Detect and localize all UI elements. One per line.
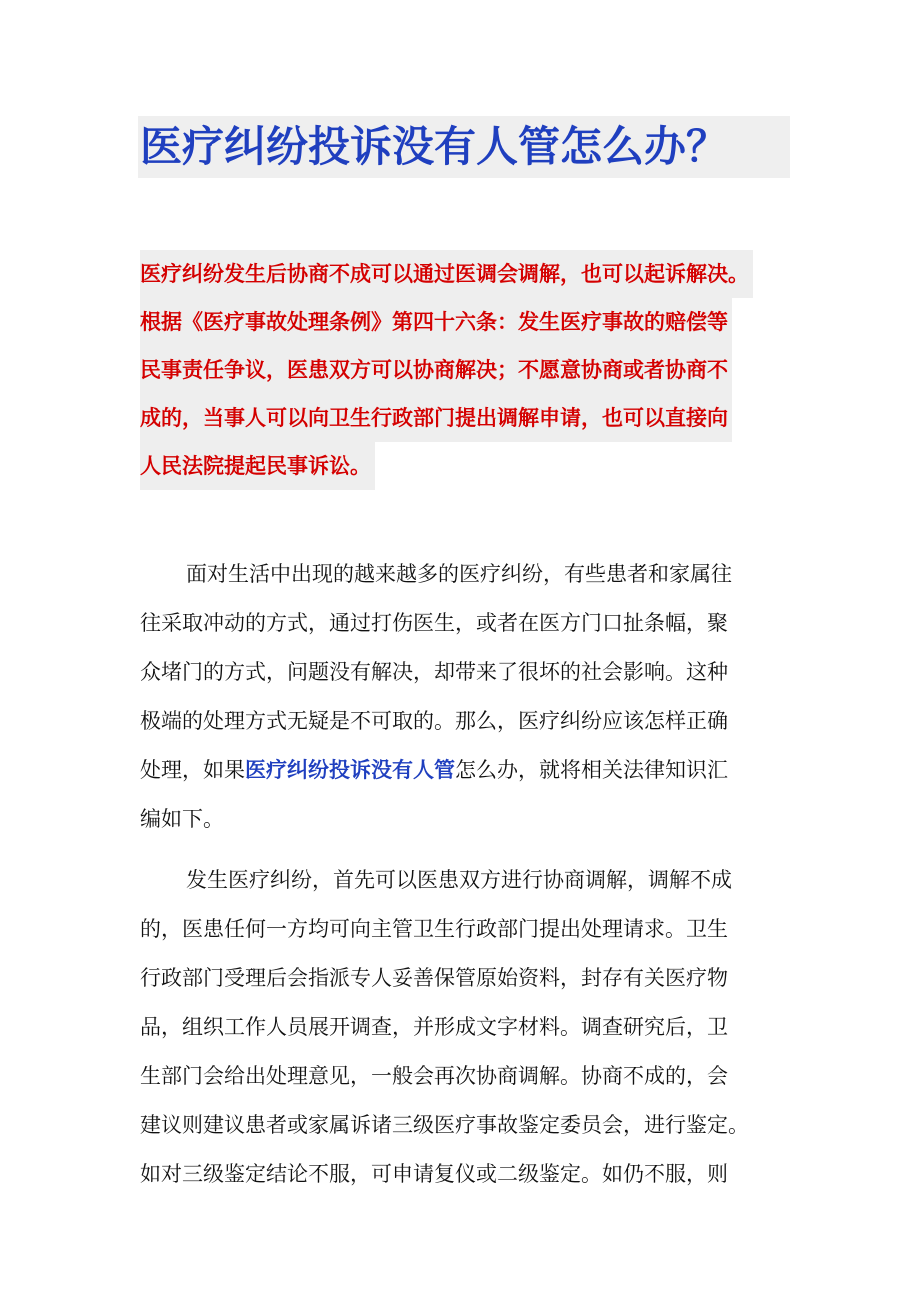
- summary-block: [140, 250, 800, 490]
- paragraph-line: 编如下。: [140, 807, 224, 831]
- topic-link[interactable]: 医疗纠纷投诉没有人管: [245, 758, 455, 782]
- paragraph-line: 生部门会给出处理意见，一般会再次协商调解。协商不成的，会: [140, 1064, 728, 1088]
- paragraph-procedure: [140, 856, 790, 1199]
- paragraph-text: 怎么办，就将相关法律知识汇: [455, 758, 728, 782]
- summary-line: 人民法院提起民事诉讼。: [140, 442, 375, 490]
- paragraph-line: 发生医疗纠纷，首先可以医患双方进行协商调解，调解不成: [186, 868, 732, 892]
- summary-line: 民事责任争议，医患双方可以协商解决；不愿意协商或者协商不: [140, 346, 732, 394]
- paragraph-line: [140, 746, 790, 795]
- summary-line: 医疗纠纷发生后协商不成可以通过医调会调解，也可以起诉解决。: [140, 250, 753, 298]
- paragraph-line: 众堵门的方式，问题没有解决，却带来了很坏的社会影响。这种: [140, 660, 728, 684]
- paragraph-intro: [140, 550, 790, 844]
- paragraph-line: 极端的处理方式无疑是不可取的。那么，医疗纠纷应该怎样正确: [140, 709, 728, 733]
- page-title: 医疗纠纷投诉没有人管怎么办？: [140, 122, 729, 171]
- paragraph-line: 建议则建议患者或家属诉诸三级医疗事故鉴定委员会，进行鉴定。: [140, 1113, 749, 1137]
- paragraph-line: 品，组织工作人员展开调查，并形成文字材料。调查研究后，卫: [140, 1015, 728, 1039]
- paragraph-line: 往采取冲动的方式，通过打伤医生，或者在医方门口扯条幅，聚: [140, 611, 728, 635]
- paragraph-text: 处理，如果: [140, 758, 245, 782]
- paragraph-line: 行政部门受理后会指派专人妥善保管原始资料，封存有关医疗物: [140, 966, 728, 990]
- summary-line: 根据《医疗事故处理条例》第四十六条：发生医疗事故的赔偿等: [140, 298, 732, 346]
- paragraph-line: 面对生活中出现的越来越多的医疗纠纷，有些患者和家属往: [186, 562, 732, 586]
- summary-line: 成的，当事人可以向卫生行政部门提出调解申请，也可以直接向: [140, 394, 732, 442]
- paragraph-line: 的，医患任何一方均可向主管卫生行政部门提出处理请求。卫生: [140, 917, 728, 941]
- paragraph-line: 如对三级鉴定结论不服，可申请复仪或二级鉴定。如仍不服，则: [140, 1162, 728, 1186]
